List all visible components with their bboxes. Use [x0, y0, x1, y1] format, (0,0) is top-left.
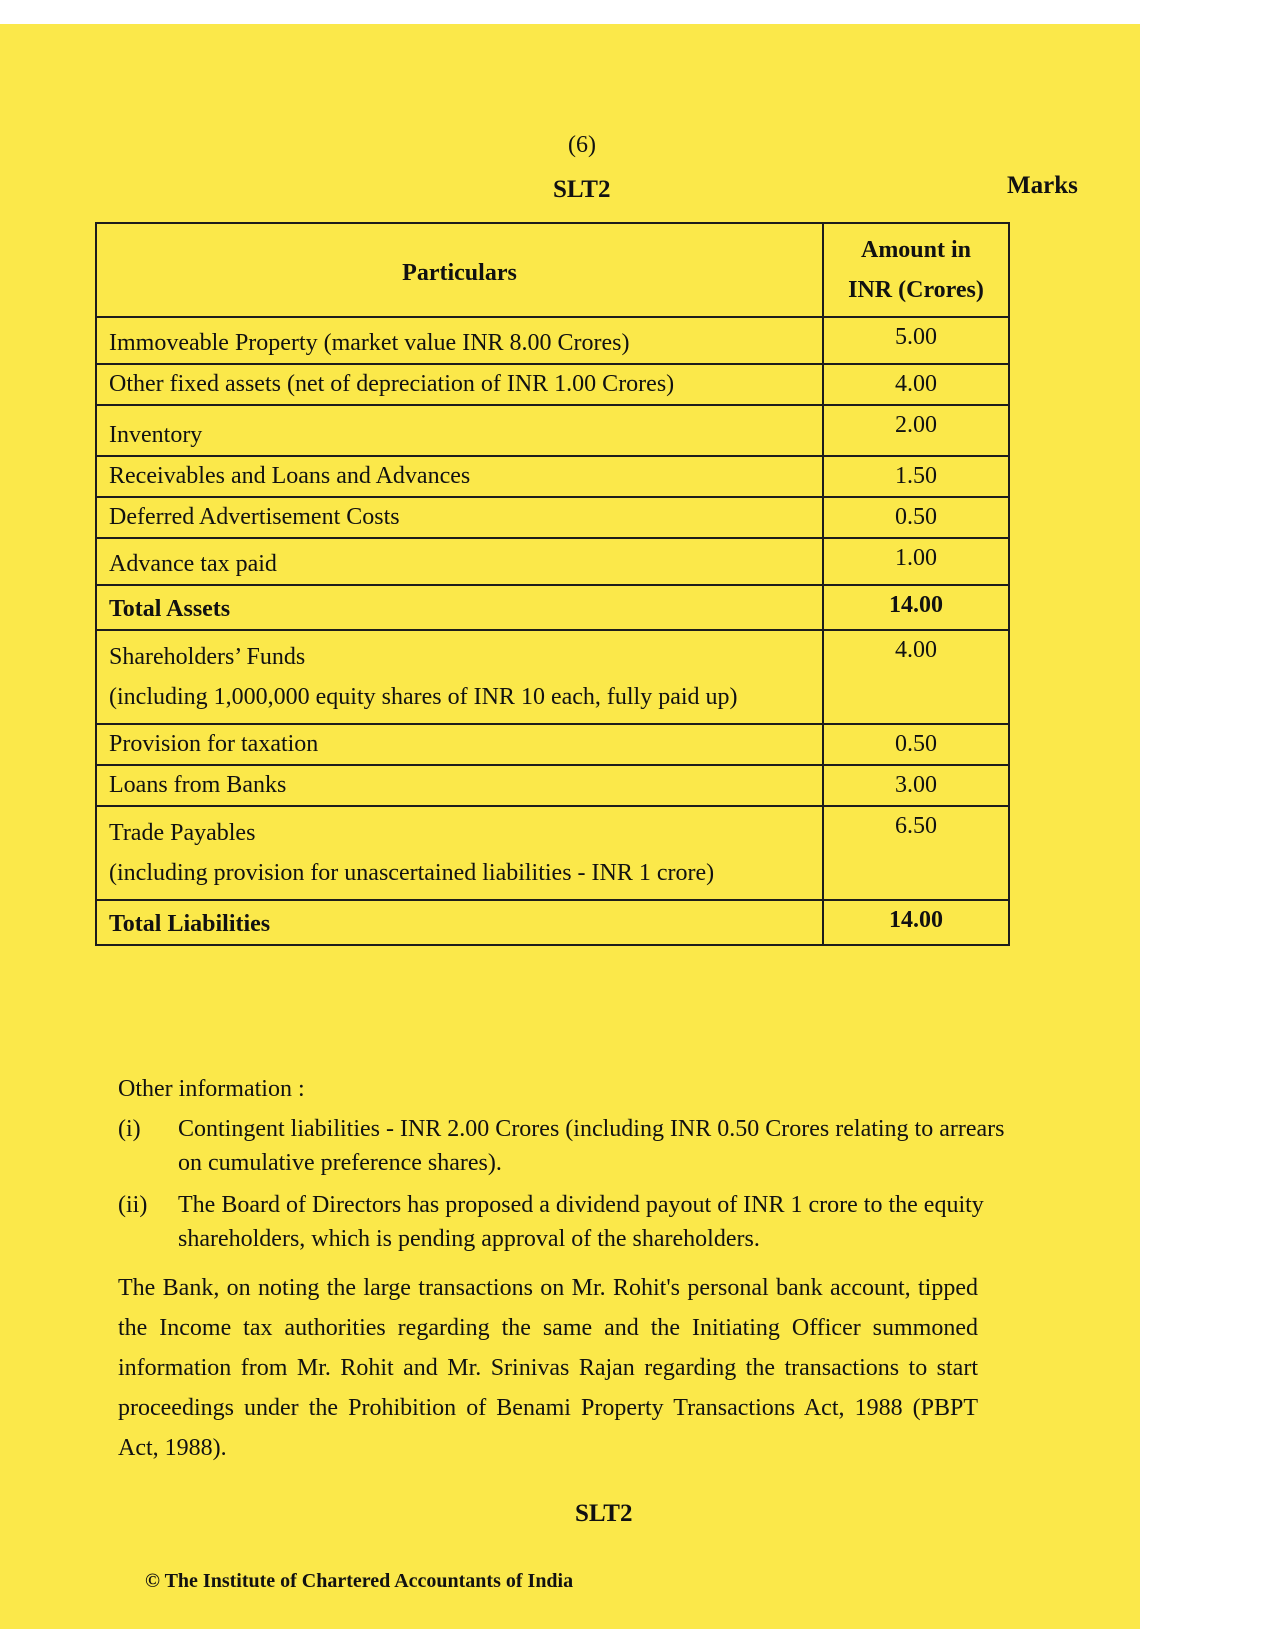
row-particular: Trade Payables	[109, 820, 256, 846]
row-particular: Deferred Advertisement Costs	[96, 497, 823, 538]
note-text: The Board of Directors has proposed a dividend payout of INR 1 crore to the equity shareholders, which is pending approval of the shareholders.	[178, 1192, 984, 1252]
amount-header	[823, 223, 1009, 317]
paper-code-header: SLT2	[553, 176, 611, 203]
row-amount: 6.50	[823, 806, 1009, 900]
row-particular: Other fixed assets (net of depreciation of INR 1.00 Crores)	[96, 364, 823, 405]
table-row	[96, 405, 1009, 456]
table-row	[96, 364, 1009, 405]
table-row	[96, 497, 1009, 538]
amount-header-line1: Amount in	[860, 237, 972, 263]
table-row-total-liabilities	[96, 900, 1009, 945]
row-particular: Immoveable Property (market value INR 8.00 Crores)	[96, 317, 823, 364]
note-marker: (ii)	[118, 1192, 148, 1218]
note-item	[118, 1188, 1018, 1256]
row-particular: Loans from Banks	[96, 765, 823, 806]
row-amount: 14.00	[823, 900, 1009, 945]
row-amount: 4.00	[823, 364, 1009, 405]
row-particular: Total Liabilities	[96, 900, 823, 945]
table-row	[96, 317, 1009, 364]
table-row-total-assets	[96, 585, 1009, 630]
table-row	[96, 456, 1009, 497]
table-row	[96, 724, 1009, 765]
row-particular-multiline	[96, 806, 823, 900]
row-amount: 3.00	[823, 765, 1009, 806]
row-amount: 14.00	[823, 585, 1009, 630]
marks-label: Marks	[1007, 172, 1078, 199]
row-particular: Provision for taxation	[96, 724, 823, 765]
row-particular: Receivables and Loans and Advances	[96, 456, 823, 497]
particulars-header: Particulars	[96, 223, 823, 317]
page-number: (6)	[568, 132, 596, 158]
row-amount: 2.00	[823, 405, 1009, 456]
table-row	[96, 630, 1009, 724]
table-row	[96, 765, 1009, 806]
row-particular-sub: (including provision for unascertained liabilities - INR 1 crore)	[109, 860, 715, 886]
other-information-heading: Other information :	[118, 1076, 305, 1102]
body-paragraph: The Bank, on noting the large transactions on Mr. Rohit's personal bank account, tipped the Income tax authorities regarding the same and the Initiating Officer summoned information from Mr. Rohit and Mr. Srinivas Rajan regarding the transactions to start proceedings under the Prohibition of Benami Property Transactions Act, 1988 (PBPT Act, 1988).	[118, 1275, 978, 1461]
row-particular: Inventory	[96, 405, 823, 456]
row-amount: 0.50	[823, 724, 1009, 765]
row-amount: 1.00	[823, 538, 1009, 585]
row-amount: 0.50	[823, 497, 1009, 538]
row-amount: 1.50	[823, 456, 1009, 497]
table-row	[96, 806, 1009, 900]
table-row	[96, 538, 1009, 585]
row-amount: 4.00	[823, 630, 1009, 724]
note-item	[118, 1112, 1018, 1180]
paper-code-footer: SLT2	[575, 1500, 633, 1527]
note-marker: (i)	[118, 1116, 141, 1142]
financial-table	[95, 222, 1010, 946]
row-particular: Total Assets	[96, 585, 823, 630]
amount-header-line2: INR (Crores)	[848, 277, 984, 303]
row-particular-multiline	[96, 630, 823, 724]
row-amount: 5.00	[823, 317, 1009, 364]
note-text: Contingent liabilities - INR 2.00 Crores (including INR 0.50 Crores relating to arrears on cumulative preference shares).	[178, 1116, 1005, 1176]
row-particular-sub: (including 1,000,000 equity shares of INR 10 each, fully paid up)	[109, 684, 738, 710]
row-particular: Advance tax paid	[96, 538, 823, 585]
row-particular: Shareholders’ Funds	[109, 644, 306, 670]
table-header-row	[96, 223, 1009, 317]
copyright-notice: © The Institute of Chartered Accountants of India	[145, 1570, 574, 1592]
